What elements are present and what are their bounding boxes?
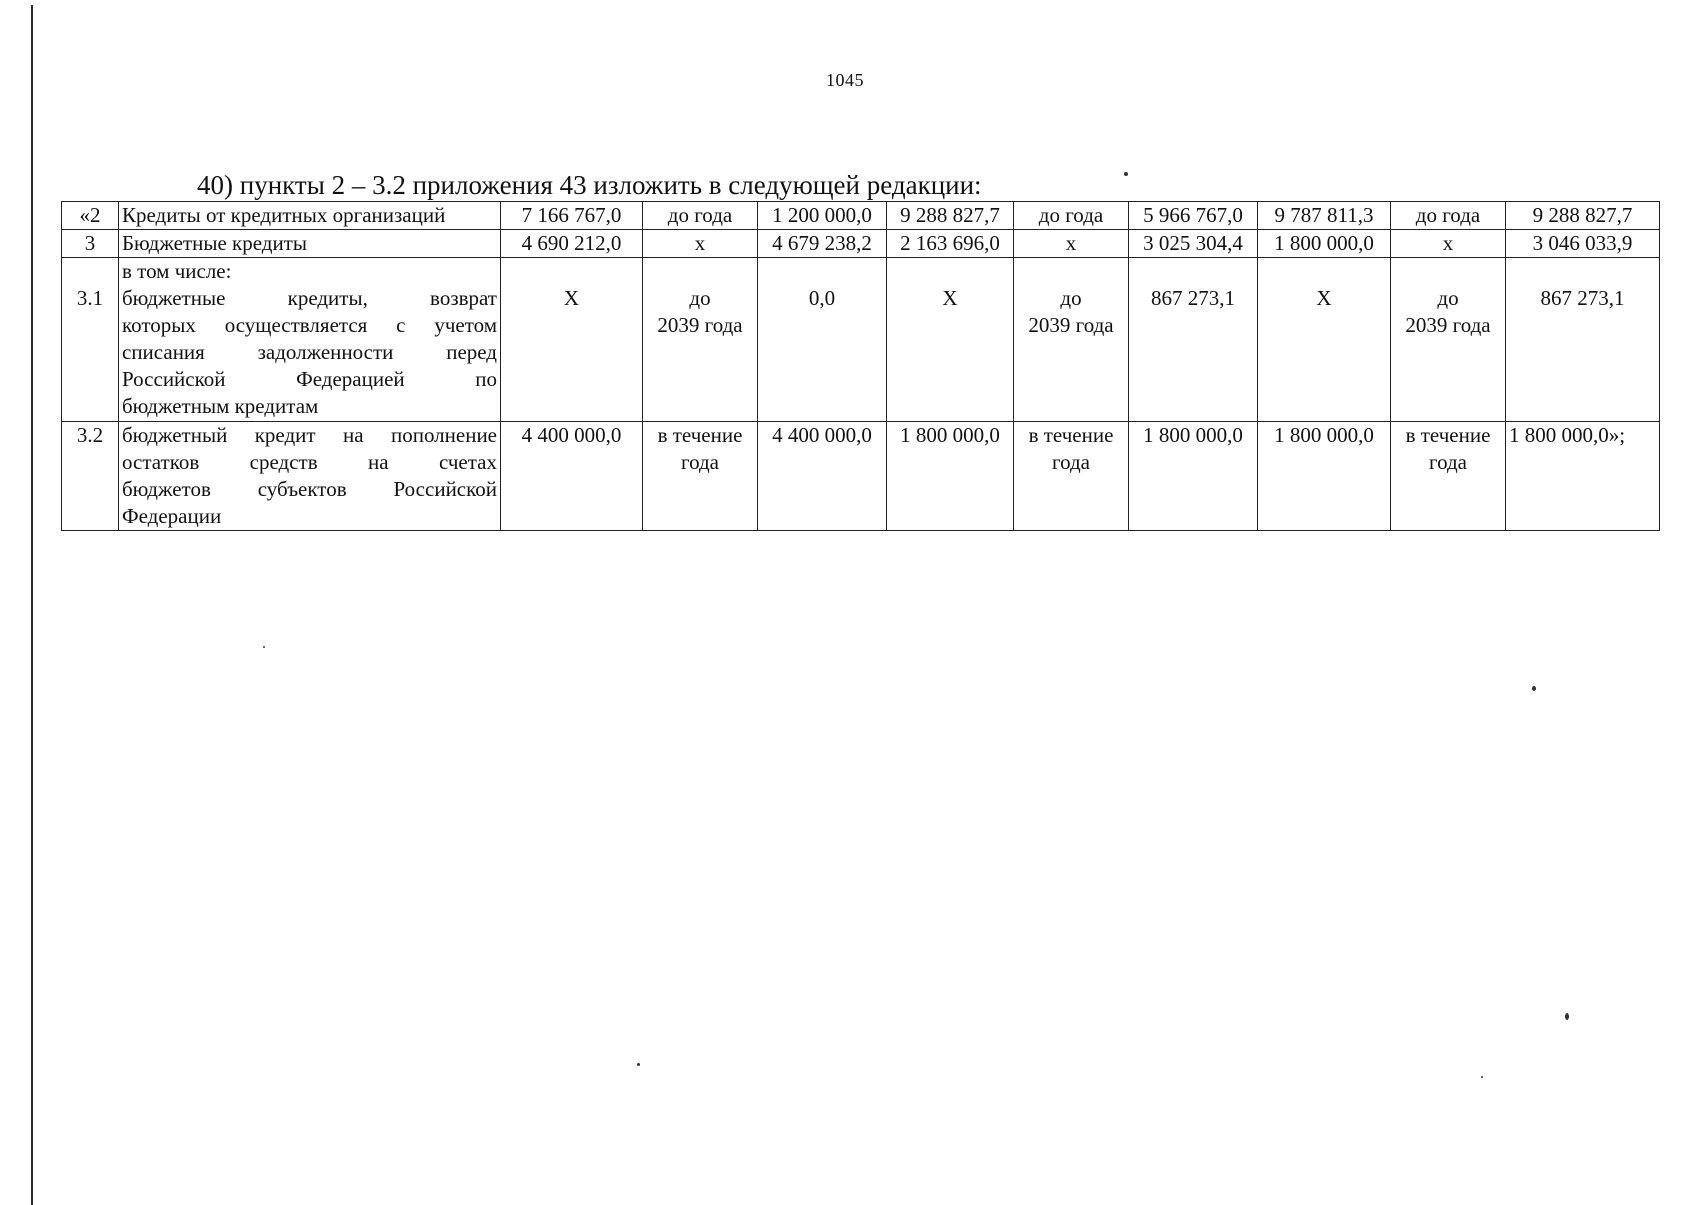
table-cell: 0,0 [758, 258, 887, 422]
cell-line: до [1437, 286, 1459, 310]
cell-line: в течение [657, 423, 743, 447]
scan-speck [1124, 172, 1128, 176]
table-cell: 1 800 000,0 [1258, 422, 1391, 531]
row-name-line: Федерации [122, 504, 222, 528]
table-cell: 4 400 000,0 [501, 422, 643, 531]
cell-line: до [1060, 286, 1082, 310]
table-cell: 5 966 767,0 [1129, 202, 1258, 230]
table-cell: Х [1258, 258, 1391, 422]
table-cell: 9 787 811,3 [1258, 202, 1391, 230]
table-cell: 4 679 238,2 [758, 230, 887, 258]
row-number: 3.2 [62, 422, 119, 531]
table-cell: 3 046 033,9 [1506, 230, 1660, 258]
table-cell: 1 200 000,0 [758, 202, 887, 230]
row-name-line: которых осуществляется с учетом [122, 313, 497, 337]
table-cell [643, 258, 758, 422]
table-cell: 9 288 827,7 [1506, 202, 1660, 230]
row-name [119, 258, 501, 422]
table-row [62, 202, 1660, 230]
cell-line: 2039 года [1405, 313, 1491, 337]
table-cell: 867 273,1 [1506, 258, 1660, 422]
row-name-line: Российской Федерацией по [122, 367, 497, 391]
table-cell: x [1391, 230, 1506, 258]
row-name-intro: в том числе: [122, 259, 232, 283]
binding-margin-line [31, 5, 33, 1205]
scan-speck [1565, 1013, 1569, 1020]
row-name-line: бюджетный кредит на пополнение [122, 423, 497, 447]
table-row [62, 422, 1660, 531]
table-cell: 1 800 000,0 [1129, 422, 1258, 531]
row-name-line: бюджетов субъектов Российской [122, 477, 497, 501]
cell-line: года [1052, 450, 1090, 474]
page-number: 1045 [826, 70, 864, 90]
scan-speck [1481, 1076, 1483, 1078]
table-cell: 1 800 000,0 [887, 422, 1014, 531]
table-row [62, 258, 1660, 422]
row-number: «2 [62, 202, 119, 230]
scan-speck [637, 1063, 640, 1066]
row-name [119, 422, 501, 531]
table-cell: до года [643, 202, 758, 230]
borrowing-program-table [61, 201, 1660, 531]
row-number: 3.1 [62, 258, 119, 422]
scan-speck [1532, 686, 1536, 691]
table-cell [643, 422, 758, 531]
table-cell: 3 025 304,4 [1129, 230, 1258, 258]
row-name: Бюджетные кредиты [119, 230, 501, 258]
table-cell: Х [501, 258, 643, 422]
table-cell [1391, 422, 1506, 531]
table-cell: до года [1391, 202, 1506, 230]
table-cell: 4 400 000,0 [758, 422, 887, 531]
cell-line: 2039 года [657, 313, 743, 337]
row-name-line: бюджетным кредитам [122, 394, 319, 418]
row-number: 3 [62, 230, 119, 258]
cell-line: года [1429, 450, 1467, 474]
table-cell: 7 166 767,0 [501, 202, 643, 230]
scan-speck [263, 646, 265, 648]
cell-line: в течение [1405, 423, 1491, 447]
table-cell: x [643, 230, 758, 258]
table-cell: x [1014, 230, 1129, 258]
table-cell [1014, 258, 1129, 422]
row-name-line: списания задолженности перед [122, 340, 497, 364]
table-cell: 2 163 696,0 [887, 230, 1014, 258]
table-cell [1014, 422, 1129, 531]
table-cell: 9 288 827,7 [887, 202, 1014, 230]
table-cell: 867 273,1 [1129, 258, 1258, 422]
cell-line: года [681, 450, 719, 474]
table-cell: до года [1014, 202, 1129, 230]
row-name: Кредиты от кредитных организаций [119, 202, 501, 230]
table-cell: Х [887, 258, 1014, 422]
table-cell: 1 800 000,0»; [1506, 422, 1660, 531]
cell-line: в течение [1028, 423, 1114, 447]
section-heading: 40) пункты 2 – 3.2 приложения 43 изложить в следующей редакции: [197, 170, 982, 200]
cell-line: 2039 года [1028, 313, 1114, 337]
row-name-line: остатков средств на счетах [122, 450, 497, 474]
table-cell: 1 800 000,0 [1258, 230, 1391, 258]
cell-line: до [689, 286, 711, 310]
row-name-line: бюджетные кредиты, возврат [122, 286, 497, 310]
table-cell: 4 690 212,0 [501, 230, 643, 258]
table-cell [1391, 258, 1506, 422]
table-row [62, 230, 1660, 258]
